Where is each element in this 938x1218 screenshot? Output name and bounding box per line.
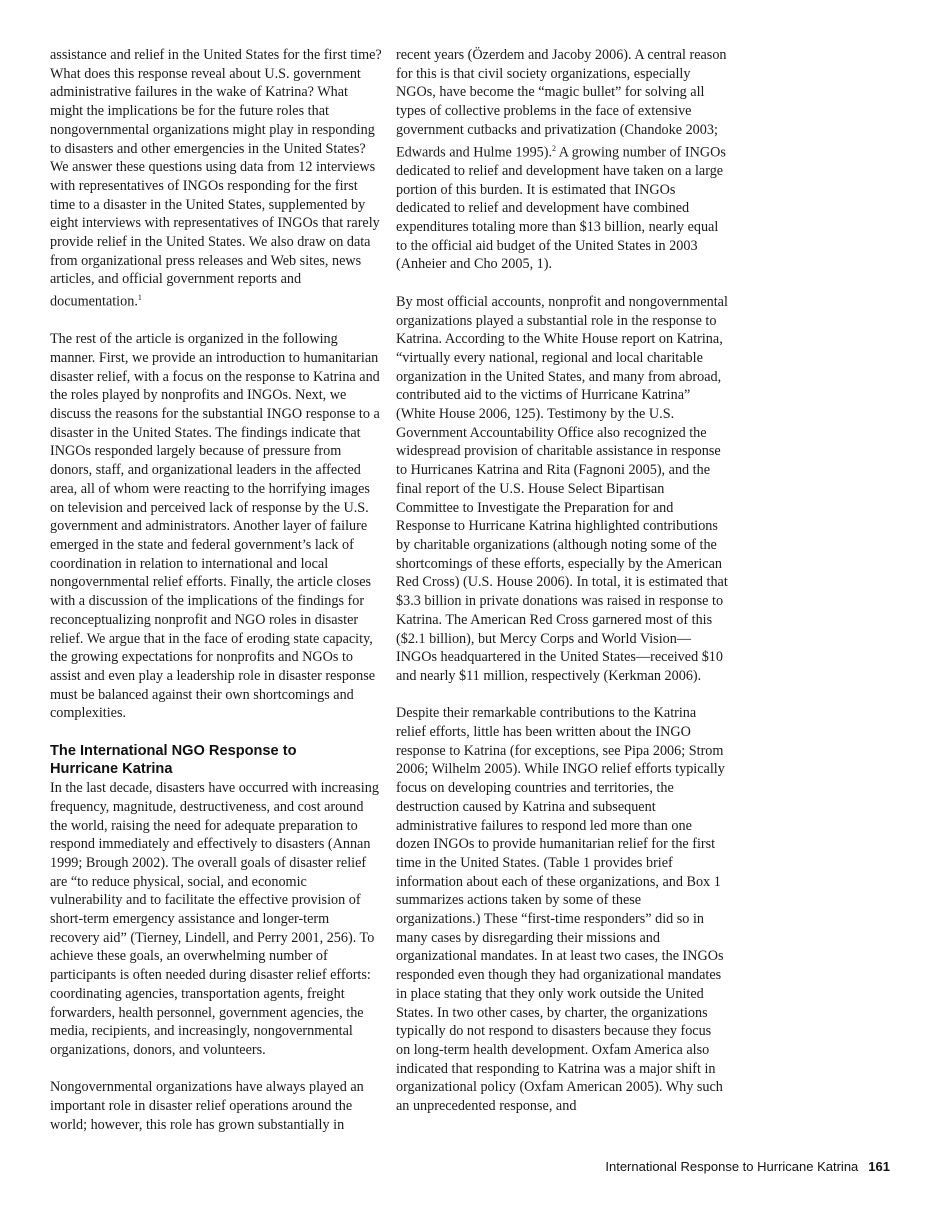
section-heading — [50, 742, 382, 779]
paragraph: Nongovernmental organizations have always played an important role in disaster relief operations around the world; however, this role has grown substantially in — [50, 1079, 364, 1133]
paragraph: Despite their remarkable contributions to the Katrina relief efforts, little has been written about the INGO response to Katrina (for exceptions, see Pipa 2006; Strom 2006; Wilhelm 2005). While INGO relief efforts typically focus on developing countries and territories, the destruction caused by Katrina and subsequent administrative failures to respond led more than one dozen INGOs to provide humanitarian relief for the first time in the United States. (Table 1 provides brief information about each of these organizations, and Box 1 summarizes actions taken by some of these organizations.) These “first-time responders” did so in many cases by disregarding their missions and organizational mandates. In at least two cases, the INGOs responded even though they had organizational mandates in place stating that they only work outside the United States. In two other cases, by charter, the organizations typically do not respond to disasters because they focus on long-term health development. Oxfam America also indicated that responding to Katrina was a major shift in organizational policy (Oxfam American 2005). Why such an unprecedented response, and — [396, 705, 725, 1115]
footnote-marker[interactable]: 1 — [137, 293, 142, 303]
section-heading-line: The International NGO Response to — [50, 742, 297, 759]
page-number: 161 — [868, 1159, 890, 1174]
paragraph-text: assistance and relief in the United States for the first time? What does this response reveal about U.S. government administrative failures in the wake of Katrina? What might the implications be for the future roles that nongovernmental organizations might play in responding to disasters and other emergencies in the United States? We answer these questions using data from 12 interviews with representatives of INGOs responding for the first time to a disaster in the United States, supplemented by eight interviews with representatives of INGOs that rarely provide relief in the United States. We also draw on data from organizational press releases and Web sites, news articles, and official government reports and documentation. — [50, 47, 382, 310]
paragraph: By most official accounts, nonprofit and nongovernmental organizations played a substantial role in the response to Katrina. According to the White House report on Katrina, “virtually every national, regional and local charitable organization in the United States, and many from abroad, contributed aid to the victims of Hurricane Katrina” (White House 2006, 125). Testimony by the U.S. Government Accountability Office also recognized the widespread provision of charitable assistance in response to Hurricanes Katrina and Rita (Fagnoni 2005), and the final report of the U.S. House Select Bipartisan Committee to Investigate the Preparation for and Response to Hurricane Katrina highlighted contributions by charitable organizations (although noting some of the shortcomings of these efforts, especially by the American Red Cross) (U.S. House 2006). In total, it is estimated that $3.3 billion in private donations was raised in response to Katrina. The American Red Cross garnered most of this ($2.1 billion), but Mercy Corps and World Vision—INGOs headquartered in the United States—received $10 and nearly $11 million, respectively (Kerkman 2006). — [396, 293, 728, 684]
paragraph-text: recent years (Özerdem and Jacoby 2006). A central reason for this is that civil society organizations, especially NGOs, have become the “magic bullet” for solving all types of collective problems in the face of extensive government cutbacks and privatization (Chandoke 2003; Edwards and Hulme 1995). — [396, 47, 727, 161]
paragraph: In the last decade, disasters have occurred with increasing frequency, magnitude, destructiveness, and cost around the world, raising the need for adequate preparation to respond immediately and effectively to disasters (Annan 1999; Brough 2002). The overall goals of disaster relief are “to reduce physical, social, and economic vulnerability and to facilitate the effective provision of short-term emergency assistance and longer-term recovery aid” (Tierney, Lindell, and Perry 2001, 256). To achieve these goals, an overwhelming number of participants is often needed during disaster relief efforts: coordinating agencies, transportation agents, freight forwarders, health personnel, government agencies, the media, recipients, and increasingly, nongovernmental organizations, donors, and volunteers. — [50, 780, 379, 1058]
paragraph — [396, 46, 728, 274]
footnote-marker[interactable]: 2 — [552, 143, 557, 153]
paragraph: The rest of the article is organized in the following manner. First, we provide an introduction to humanitarian disaster relief, with a focus on the response to Katrina and the roles played by nonprofits and INGOs. Next, we discuss the reasons for the substantial INGO response to a disaster in the United States. The findings indicate that INGOs responded largely because of pressure from donors, staff, and organizational leaders in the affected area, all of whom were reacting to the horrifying images on television and perceived lack of response by the U.S. government and administrators. Another layer of failure emerged in the state and federal government’s lack of coordination in relation to international and local nongovernmental relief efforts. Finally, the article closes with a discussion of the implications of the findings for reconceptualizing nonprofit and NGO roles in disaster relief. We argue that in the face of eroding state capacity, the growing expectations for nonprofits and NGOs to assist and even play a leadership role in disaster response must be balanced against their own shortcomings and complexities. — [50, 331, 380, 722]
section-heading-line: Hurricane Katrina — [50, 761, 173, 778]
paragraph — [50, 46, 382, 312]
running-title: International Response to Hurricane Katrina — [605, 1159, 859, 1174]
right-column — [396, 46, 728, 1116]
page-footer — [605, 1159, 890, 1174]
paragraph-text: A growing number of INGOs dedicated to relief and development have taken on a large portion of this burden. It is estimated that INGOs dedicated to relief and development have combined expenditures totaling more than $13 billion, nearly equal to the official aid budget of the United States in 2003 (Anheier and Cho 2005, 1). — [396, 144, 726, 273]
left-column — [50, 46, 382, 1134]
